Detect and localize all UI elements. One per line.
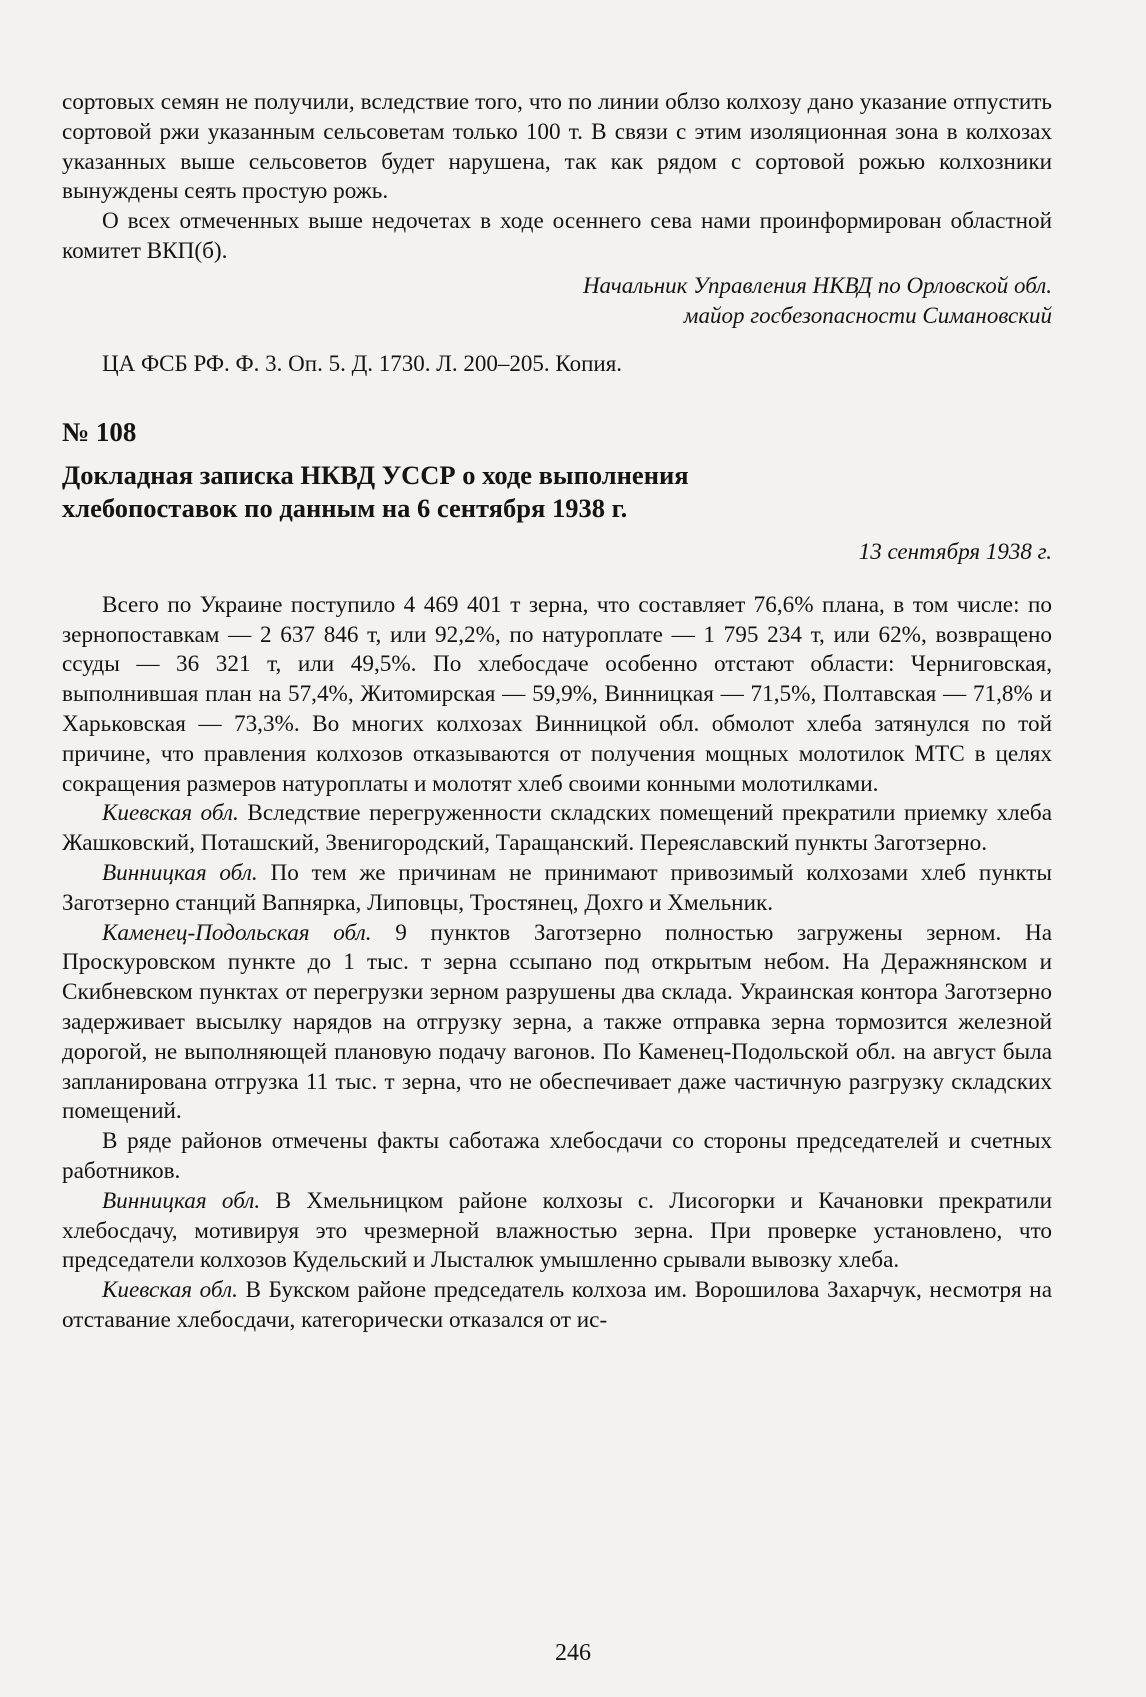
region-name: Киевская обл. — [102, 1277, 238, 1304]
region-paragraph — [62, 799, 1052, 859]
continuation-paragraph: О всех отмеченных выше недочетах в ходе осеннего сева нами проинформирован областной комитет ВКП(б). — [62, 208, 1052, 264]
intro-paragraph: Всего по Украине поступило 4 469 401 т зерна, что составляет 76,6% плана, в том числе: по зернопоставкам — 2 637 846 т, или 92,2%, по натуроплате — 1 795 234 т, или 62%, возвращено ссуды — 36 321 т, или 49,5%. По хлебосдаче особенно отстают области: Черниговская, выполнившая план на 57,4%, Житомирская — 59,9%, Винницкая — 71,5%, Полтавская — 71,8% и Харьковская — 73,3%. Во многих колхозах Винницкой обл. обмолот хлеба затянулся по той причине, что правления колхозов отказываются от получения мощных молотилок МТС в целях сокращения размеров натуроплаты и молотят хлеб своими конными молотилками. — [62, 591, 1052, 797]
signature-name: майор госбезопасности Симановский — [683, 302, 1052, 328]
region-name: Винницкая обл. — [102, 859, 258, 886]
document-title-line: хлебопоставок по данным на 6 сентября 1938 г. — [62, 492, 628, 523]
sabotage-paragraph: В ряде районов отмечены факты саботажа хлебосдачи со стороны председателей и счетных работников. — [62, 1128, 1052, 1184]
document-date: 13 сентября 1938 г. — [858, 538, 1052, 564]
region-text: В Хмельницком районе колхозы с. Лисогорки и Качановки прекратили хлебосдачу, мотивируя это чрезмерной влажностью зерна. При проверке установлено, что председатели колхозов Кудельский и Лысталюк умышленно срывали вывозку хлеба. — [62, 1187, 1052, 1274]
region-text: Вследствие перегруженности складских помещений прекратили приемку хлеба Жашковский, Поташский, Звенигородский, Таращанский. Переяславский пункты Заготзерно. — [62, 800, 1052, 857]
region-text: В Букском районе председатель колхоза им. Ворошилова Захарчук, несмотря на отставание хлебосдачи, категорически отказался от ис- — [62, 1277, 1052, 1333]
document-title-line: Докладная записка НКВД УССР о ходе выполнения — [62, 459, 689, 490]
region-paragraph — [62, 1187, 1052, 1276]
continuation-paragraph: сортовых семян не получили, вследствие того, что по линии облзо колхозу дано указание отпустить сортовой ржи указанным сельсоветам только 100 т. В связи с этим изоляционная зона в колхозах указанных выше сельсоветов будет нарушена, так как рядом с сортовой рожью колхозники вынуждены сеять простую рожь. — [62, 89, 1052, 205]
region-paragraph — [62, 919, 1052, 1128]
region-name: Каменец-Подольская обл. — [102, 919, 372, 946]
signature-title: Начальник Управления НКВД по Орловской обл. — [582, 272, 1052, 298]
archive-source: ЦА ФСБ РФ. Ф. 3. Оп. 5. Д. 1730. Л. 200–205. Копия. — [102, 350, 623, 376]
region-name: Киевская обл. — [102, 800, 239, 827]
region-paragraph — [62, 859, 1052, 919]
region-text: 9 пунктов Заготзерно полностью загружены зерном. На Проскуровском пункте до 1 тыс. т зерна ссыпано под открытым небом. На Деражнянском и Скибневском пунктах от перегрузки зерном разрушены два склада. Украинская контора Заготзерно задерживает высылку нарядов на отгрузку зерна, а также отправка зерна тормозится железной дорогой, не выполняющей плановую подачу вагонов. По Каменец-Подольской обл. на август была запланирована отгрузка 11 тыс. т зерна, что не обеспечивает даже частичную разгрузку складских помещений. — [62, 919, 1052, 1125]
text-column — [62, 88, 1052, 1336]
document-number: № 108 — [62, 416, 137, 447]
region-paragraph — [62, 1276, 1052, 1336]
region-name: Винницкая обл. — [102, 1187, 261, 1214]
region-text: По тем же причинам не принимают привозимый колхозами хлеб пункты Заготзерно станций Вапнярка, Липовцы, Тростянец, Дохго и Хмельник. — [62, 859, 1052, 916]
page-number: 246 — [555, 1640, 591, 1666]
